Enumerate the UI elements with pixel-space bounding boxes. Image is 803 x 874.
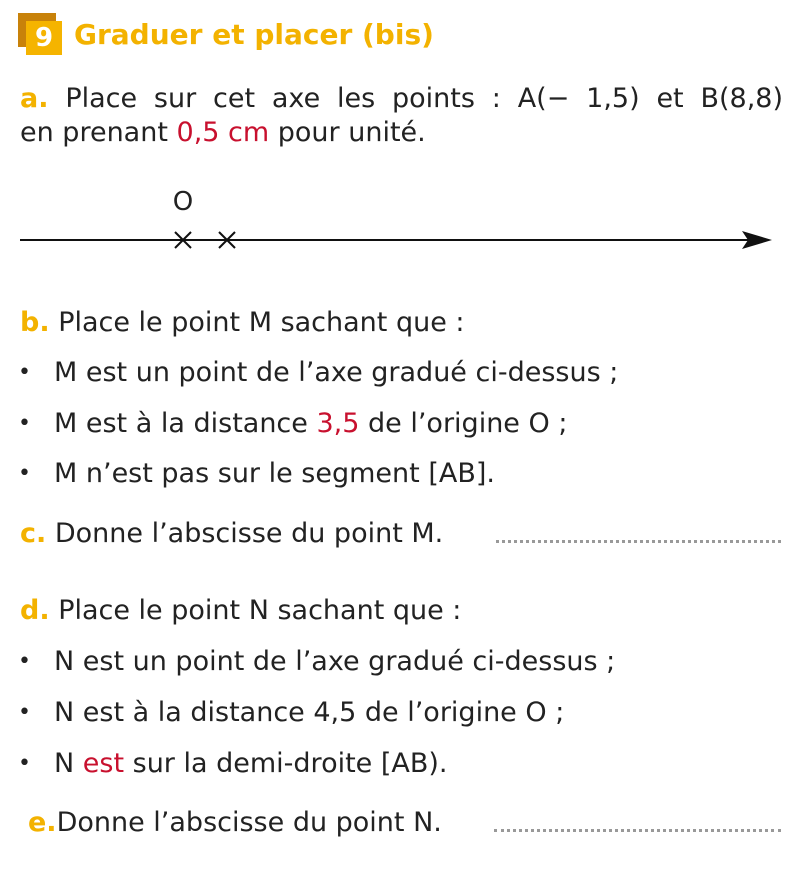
part-a-text: Place sur cet axe les points : A(− 1,5) et B(8,8) xyxy=(65,83,783,114)
bullet-dot: • xyxy=(18,461,31,486)
part-a-line2-pre: en prenant xyxy=(20,117,177,148)
part-d-intro-text: Place le point N sachant que : xyxy=(58,595,462,626)
part-b-bullet-2 xyxy=(54,407,567,441)
part-d-bullet-3 xyxy=(54,747,448,781)
part-b-intro-text: Place le point M sachant que : xyxy=(58,307,465,338)
part-b-intro xyxy=(20,306,465,340)
exercise-number: 9 xyxy=(26,21,62,55)
part-e-text: Donne l’abscisse du point N. xyxy=(56,807,442,838)
part-d-intro xyxy=(20,594,461,628)
part-c-letter: c. xyxy=(20,518,47,549)
bullet-text-end: sur la demi-droite [AB). xyxy=(124,748,448,779)
exercise-number-badge xyxy=(18,13,64,55)
bullet-text: M n’est pas sur le segment [AB]. xyxy=(54,458,495,489)
bullet-text-end: de l’origine O ; xyxy=(359,408,568,439)
part-d-bullet-2 xyxy=(54,696,564,730)
bullet-dot: • xyxy=(18,649,31,674)
part-a-line2 xyxy=(20,116,426,150)
part-b-bullet-3 xyxy=(54,457,495,491)
exercise-title: Graduer et placer (bis) xyxy=(74,18,434,51)
bullet-dot: • xyxy=(18,360,31,385)
part-b-letter: b. xyxy=(20,307,50,338)
bullet-dot: • xyxy=(18,700,31,725)
part-d-bullet-1 xyxy=(54,645,615,679)
bullet-dot: • xyxy=(18,411,31,436)
bullet-dot: • xyxy=(18,751,31,776)
part-a-line2-post: pour unité. xyxy=(269,117,426,148)
bullet-text: N est à la distance 4,5 de l’origine O ; xyxy=(54,697,565,728)
part-e-question xyxy=(28,806,442,840)
part-b-bullet-1 xyxy=(54,356,618,390)
part-c-question xyxy=(20,517,443,551)
bullet-text: M est à la distance xyxy=(54,408,317,439)
bullet-text: N xyxy=(54,748,83,779)
answer-line-m[interactable] xyxy=(496,540,781,543)
part-a-line1 xyxy=(20,82,783,116)
bullet-text: N est un point de l’axe gradué ci-dessus ; xyxy=(54,646,616,677)
origin-label: O xyxy=(172,187,194,217)
distance-value: 3,5 xyxy=(316,408,360,439)
part-d-letter: d. xyxy=(20,595,50,626)
answer-line-n[interactable] xyxy=(494,829,781,832)
highlight-word: est xyxy=(82,748,125,779)
number-line xyxy=(0,180,803,260)
unit-value: 0,5 cm xyxy=(176,117,270,148)
part-e-letter: e. xyxy=(28,807,57,838)
bullet-text: M est un point de l’axe gradué ci-dessus ; xyxy=(54,357,619,388)
part-c-text: Donne l’abscisse du point M. xyxy=(54,518,444,549)
part-a-letter: a. xyxy=(20,83,49,114)
